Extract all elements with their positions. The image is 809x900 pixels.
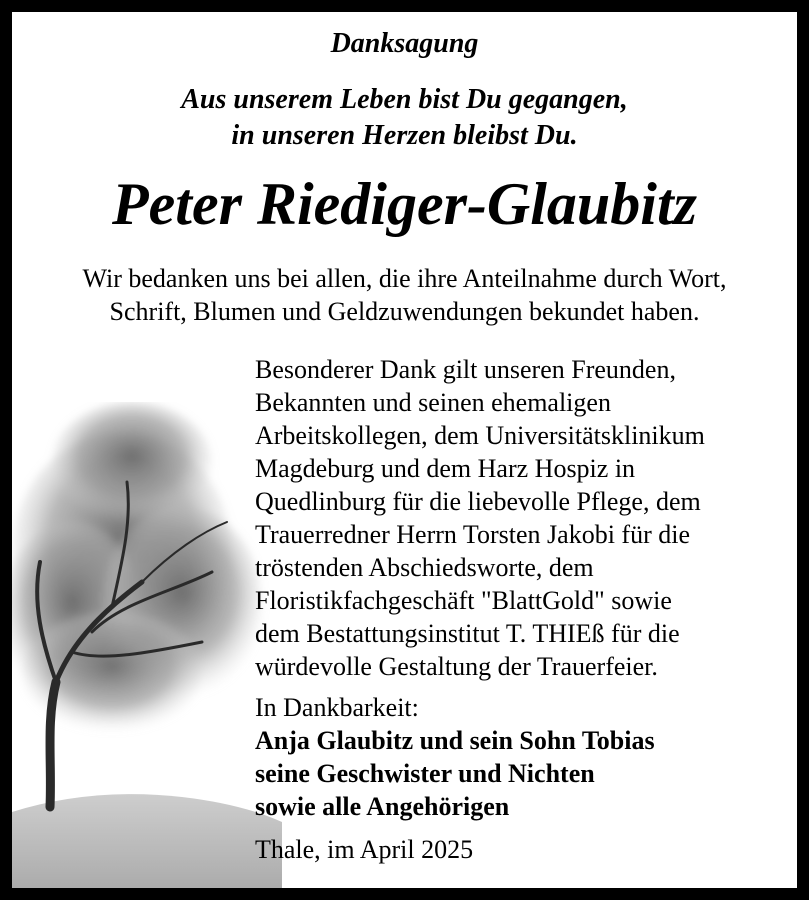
thanks-line: Bekannten und seinen ehemaligen [255, 388, 611, 417]
intro-line-2: Schrift, Blumen und Geldzuwendungen bekundet haben. [109, 297, 700, 326]
place-date: Thale, im April 2025 [255, 835, 474, 864]
signer-line: seine Geschwister und Nichten [255, 759, 595, 788]
thanks-line: dem Bestattungsinstitut T. THIEß für die [255, 619, 680, 648]
intro-text [12, 262, 797, 328]
motto [12, 82, 797, 154]
signer-line: sowie alle Angehörigen [255, 792, 510, 821]
thanks-line: Magdeburg und dem Harz Hospiz in [255, 454, 636, 483]
thanks-line: würdevolle Gestaltung der Trauerfeier. [255, 652, 658, 681]
tree-on-hill-icon [12, 402, 282, 900]
signer-line: Anja Glaubitz und sein Sohn Tobias [255, 726, 655, 755]
motto-line-1: Aus unserem Leben bist Du gegangen, [181, 84, 628, 115]
page-title: Danksagung [330, 28, 479, 59]
intro-line-1: Wir bedanken uns bei allen, die ihre Anteilnahme durch Wort, [82, 264, 727, 293]
thanks-line: tröstenden Abschiedsworte, dem [255, 553, 594, 582]
thanks-line: Besonderer Dank gilt unseren Freunden, [255, 355, 676, 384]
thanks-line: Quedlinburg für die liebevolle Pflege, dem [255, 487, 701, 516]
signers [255, 724, 795, 823]
closing-phrase: In Dankbarkeit: [255, 693, 419, 722]
thanks-line: Floristikfachgeschäft "BlattGold" sowie [255, 586, 672, 615]
thanks-line: Trauerredner Herrn Torsten Jakobi für die [255, 520, 690, 549]
motto-line-2: in unseren Herzen bleibst Du. [231, 120, 578, 151]
thanks-body [255, 353, 795, 866]
deceased-name: Peter Riediger-Glaubitz [112, 171, 697, 237]
special-thanks [255, 353, 795, 683]
thanks-line: Arbeitskollegen, dem Universitätsklinikum [255, 421, 705, 450]
